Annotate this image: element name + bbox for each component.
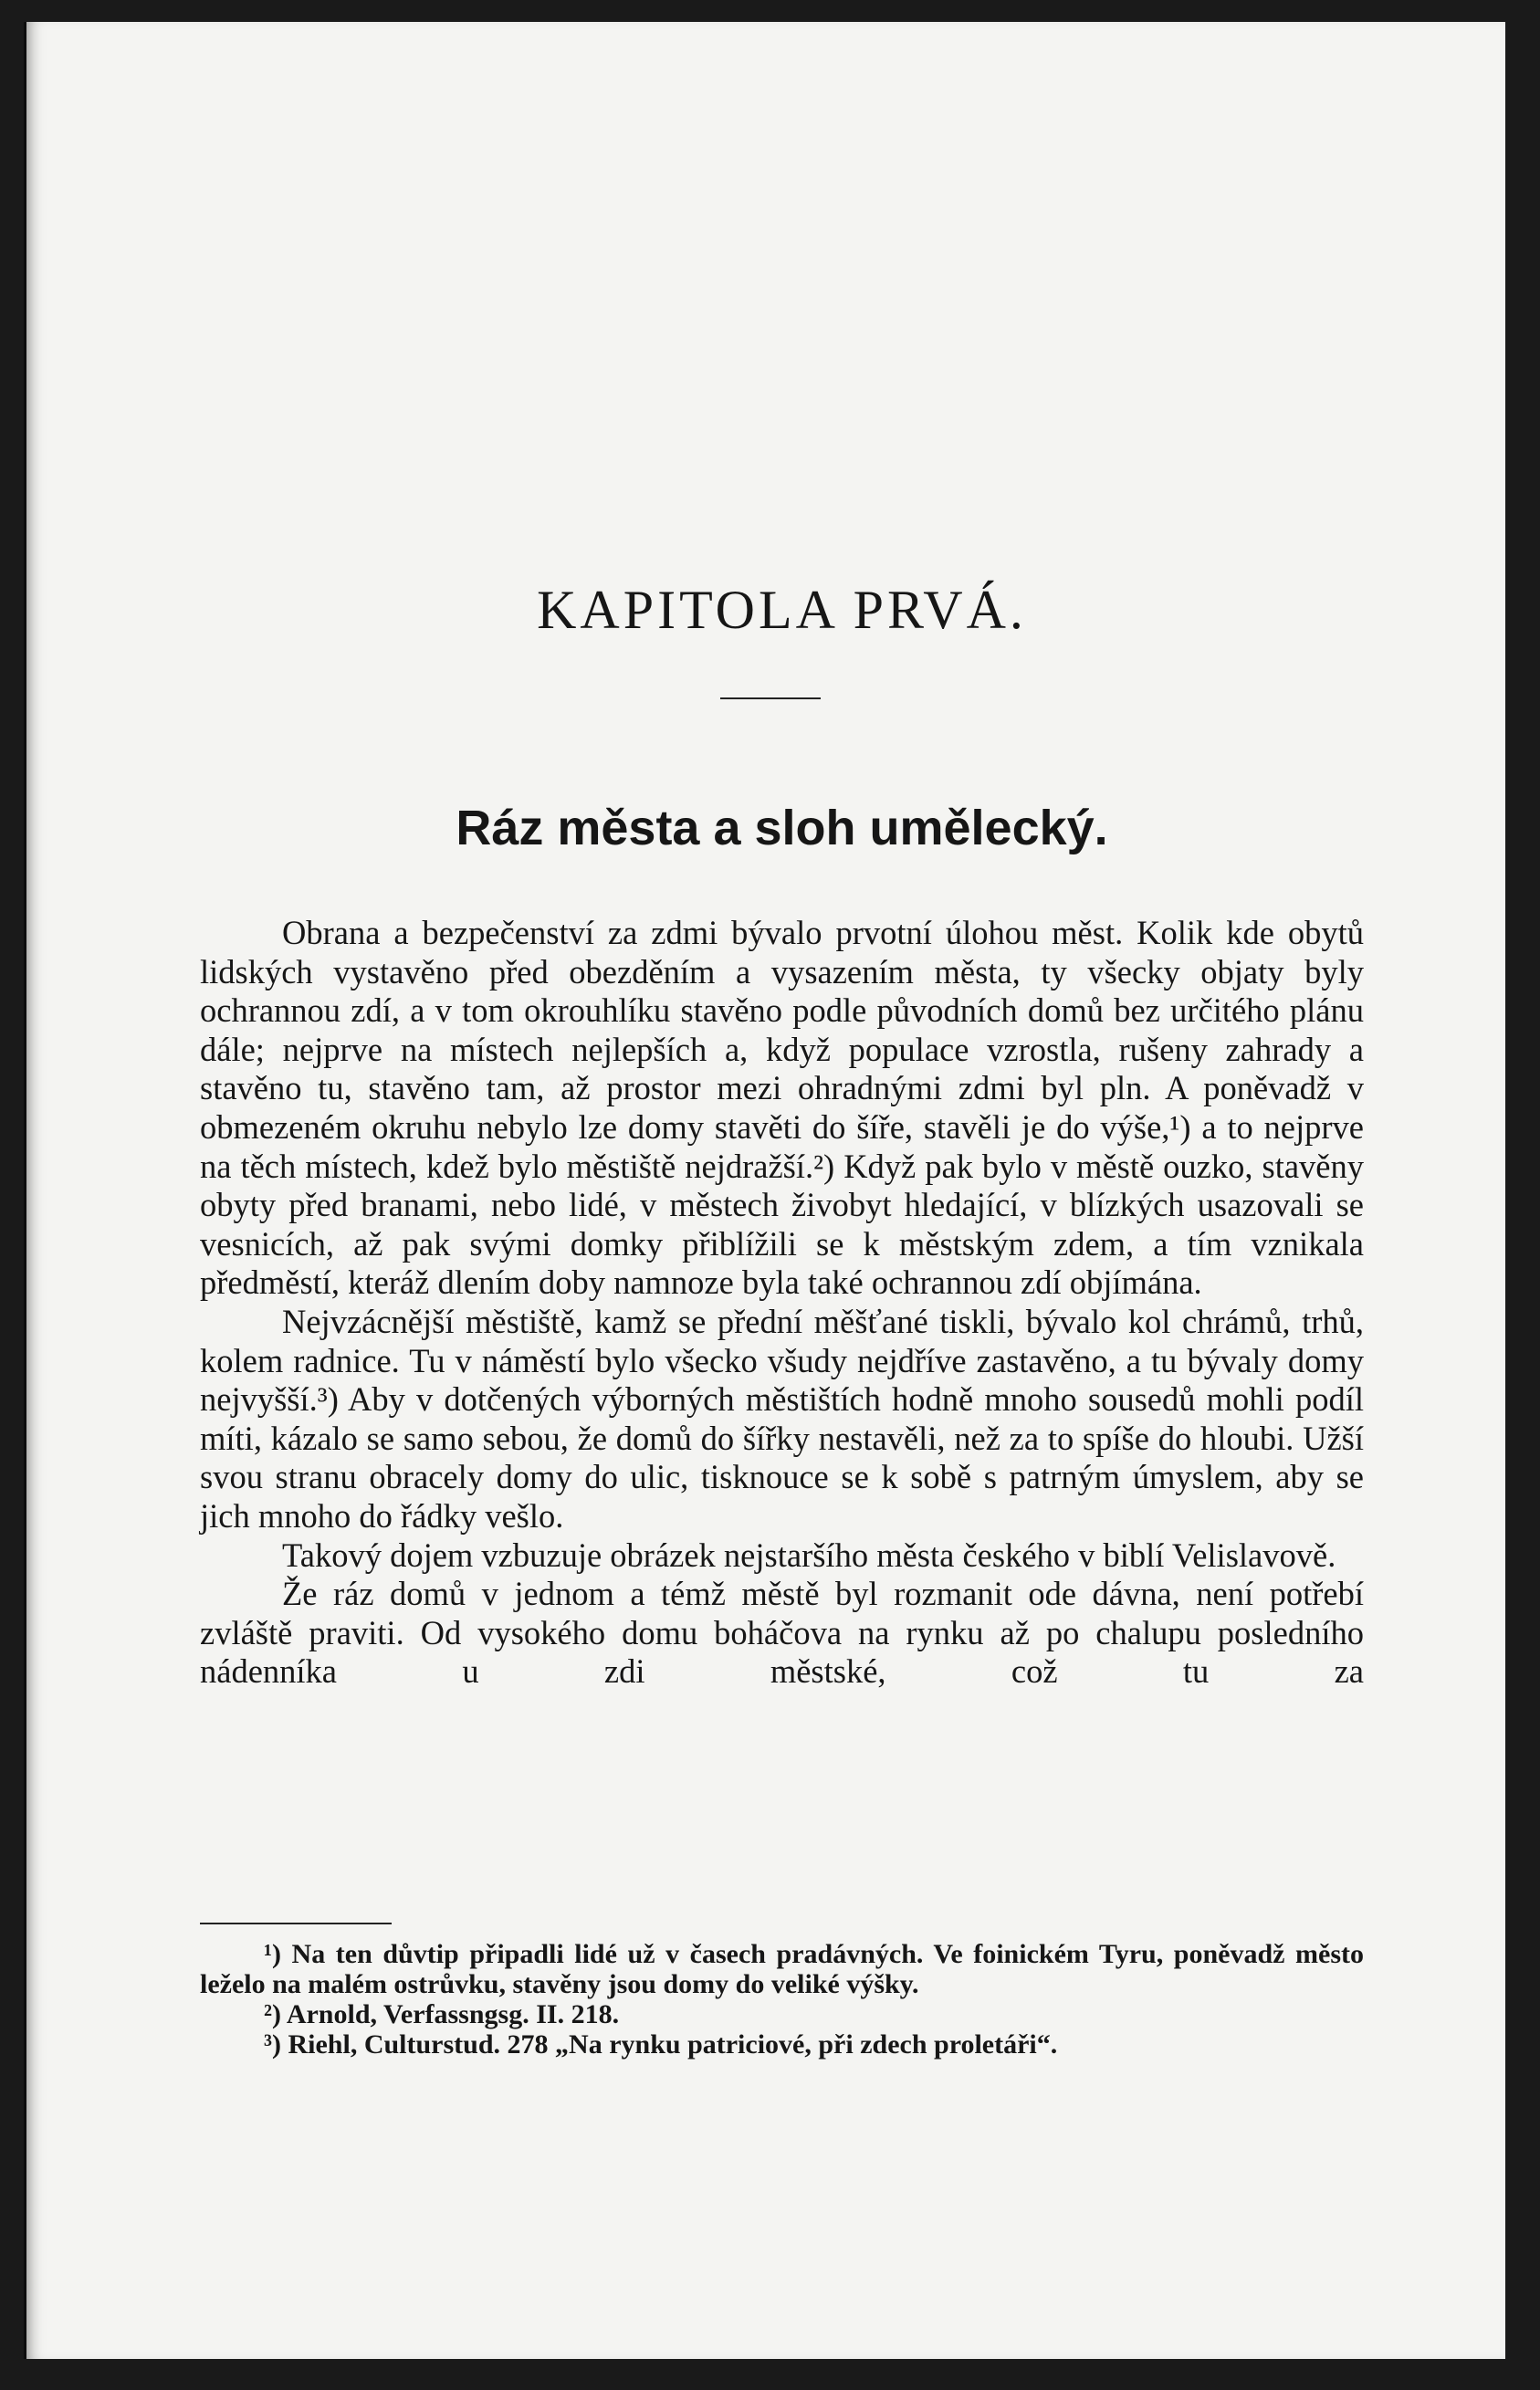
footnote-2: ²) Arnold, Verfassngsg. II. 218. [264,1999,620,2029]
paragraph-3: Takový dojem vzbuzuje obrázek nejstaršího města českého v biblí Velislavově. [282,1536,1336,1574]
footnote-1: ¹) Na ten důvtip připadli lidé už v časech pradávných. Ve foinickém Tyru, poněvadž město leželo na malém ostrůvku, stavěny jsou domy do veliké výšky. [200,1939,1364,1999]
footnote-3: ³) Riehl, Culturstud. 278 „Na rynku patriciové, při zdech proletáři“. [264,2029,1058,2060]
paragraph-1: Obrana a bezpečenství za zdmi bývalo prvotní úlohou měst. Kolik kde obytů lidských vystavěno před obezděním a vysazením města, ty všecky objaty byly ochrannou zdí, a v tom okrouhlíku stavěno podle původních domů bez určitého plánu dále; nejprve na místech nejlepších a, když populace vzrostla, rušeny zahrady a stavěno tu, stavěno tam, až prostor mezi ohradnými zdmi byl pln. A poněvadž v obmezeném okruhu nebylo lze domy stavěti do šíře, stavěli je do výše,¹) a to nejprve na těch místech, kdež bylo městiště nejdražší.²) Když pak bylo v městě ouzko, stavěny obyty před branami, nebo lidé, v městech živobyt hledající, v blízkých usazovali se vesnicích, až pak svými domky přiblížili se k městským zdem, a tím vznikala předměstí, kteráž dlením doby namnoze byla také ochrannou zdí objímána. [200,914,1364,1302]
footnote-divider [200,1923,392,1924]
paragraph-4: Že ráz domů v jednom a témž městě byl rozmanit ode dávna, není potřebí zvláště praviti. Od vysokého domu boháčova na rynku až po chalupu posledního nádenníka u zdi městské, což tu za [200,1575,1364,1691]
book-page [24,22,1505,2359]
footnotes [200,1939,1364,2060]
chapter-divider [720,697,821,699]
paragraph-2: Nejvzácnější městiště, kamž se přední měšťané tiskli, bývalo kol chrámů, trhů, kolem radnice. Tu v náměstí bylo všecko všudy nejdříve zastavěno, a tu bývaly domy nejvyšší.³) Aby v dotčených výborných městištích hodně mnoho sousedů mohli podíl míti, kázalo se samo sebou, že domů do šířky nestavěli, než za to spíše do hloubi. Užší svou stranu obracely domy do ulic, tisknouce se k sobě s patrným úmyslem, aby se jich mnoho do řádky vešlo. [200,1302,1364,1535]
section-title: Ráz města a sloh umělecký. [456,801,1108,855]
body-text [200,914,1364,1692]
chapter-heading: KAPITOLA PRVÁ. [537,580,1027,640]
